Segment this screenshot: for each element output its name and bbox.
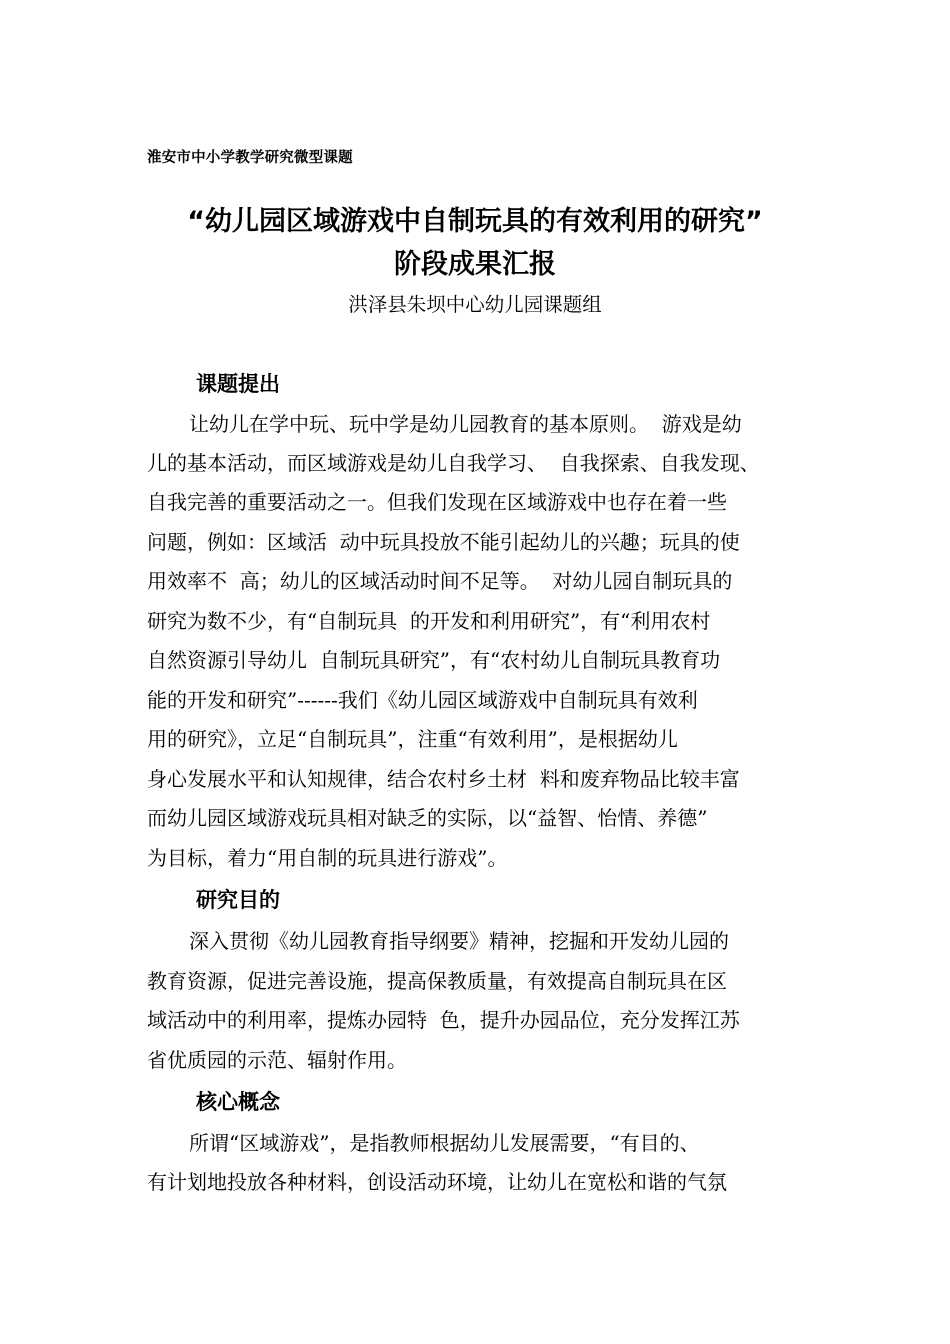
paragraph-line: 问题，例如：区域活 动中玩具投放不能引起幼儿的兴趣；玩具的使 [147, 530, 740, 554]
section-heading: 核心概念 [196, 1090, 280, 1114]
paragraph-line: 教育资源，促进完善设施，提高保教质量，有效提高自制玩具在区 [147, 969, 727, 993]
paragraph-line: 用效率不 高；幼儿的区域活动时间不足等。 对幼儿园自制玩具的 [147, 569, 733, 593]
document-title-line-2: 阶段成果汇报 [394, 249, 556, 280]
paragraph-line: 让幼儿在学中玩、玩中学是幼儿园教育的基本原则。 游戏是幼 [189, 412, 742, 436]
paragraph-line: 研究为数不少，有“自制玩具 的开发和利用研究”，有“利用农村 [147, 609, 711, 633]
author-organization: 洪泽县朱坝中心幼儿园课题组 [348, 293, 602, 316]
paragraph-line: 为目标，着力“用自制的玩具进行游戏”。 [147, 846, 508, 870]
section-heading: 研究目的 [196, 888, 280, 912]
paragraph-line: 儿的基本活动，而区域游戏是幼儿自我学习、 自我探索、自我发现、 [147, 451, 760, 475]
paragraph-line: 深入贯彻《幼儿园教育指导纲要》精神，挖掘和开发幼儿园的 [189, 929, 729, 953]
paragraph-line: 有计划地投放各种材料，创设活动环境，让幼儿在宽松和谐的气氛 [147, 1170, 727, 1194]
document-title-line-1: “幼儿园区域游戏中自制玩具的有效利用的研究” [187, 206, 763, 237]
paragraph-line: 能的开发和研究”------我们《幼儿园区域游戏中自制玩具有效利 [147, 688, 698, 712]
paragraph-line: 而幼儿园区域游戏玩具相对缺乏的实际，以“益智、怡情、养德” [147, 806, 708, 830]
header-note: 淮安市中小学教学研究微型课题 [147, 150, 353, 166]
paragraph-line: 身心发展水平和认知规律，结合农村乡土材 料和废弃物品比较丰富 [147, 767, 740, 791]
paragraph-line: 自我完善的重要活动之一。但我们发现在区域游戏中也存在着一些 [147, 490, 727, 514]
section-heading: 课题提出 [196, 372, 280, 396]
paragraph-line: 用的研究》，立足“自制玩具”，注重“有效利用”，是根据幼儿 [147, 727, 678, 751]
paragraph-line: 域活动中的利用率，提炼办园特 色，提升办园品位，充分发挥江苏 [147, 1008, 740, 1032]
paragraph-line: 自然资源引导幼儿 自制玩具研究”，有“农村幼儿自制玩具教育功 [147, 648, 721, 672]
paragraph-line: 省优质园的示范、辐射作用。 [147, 1048, 407, 1072]
paragraph-line: 所谓“区域游戏”，是指教师根据幼儿发展需要，“有目的、 [189, 1131, 700, 1155]
